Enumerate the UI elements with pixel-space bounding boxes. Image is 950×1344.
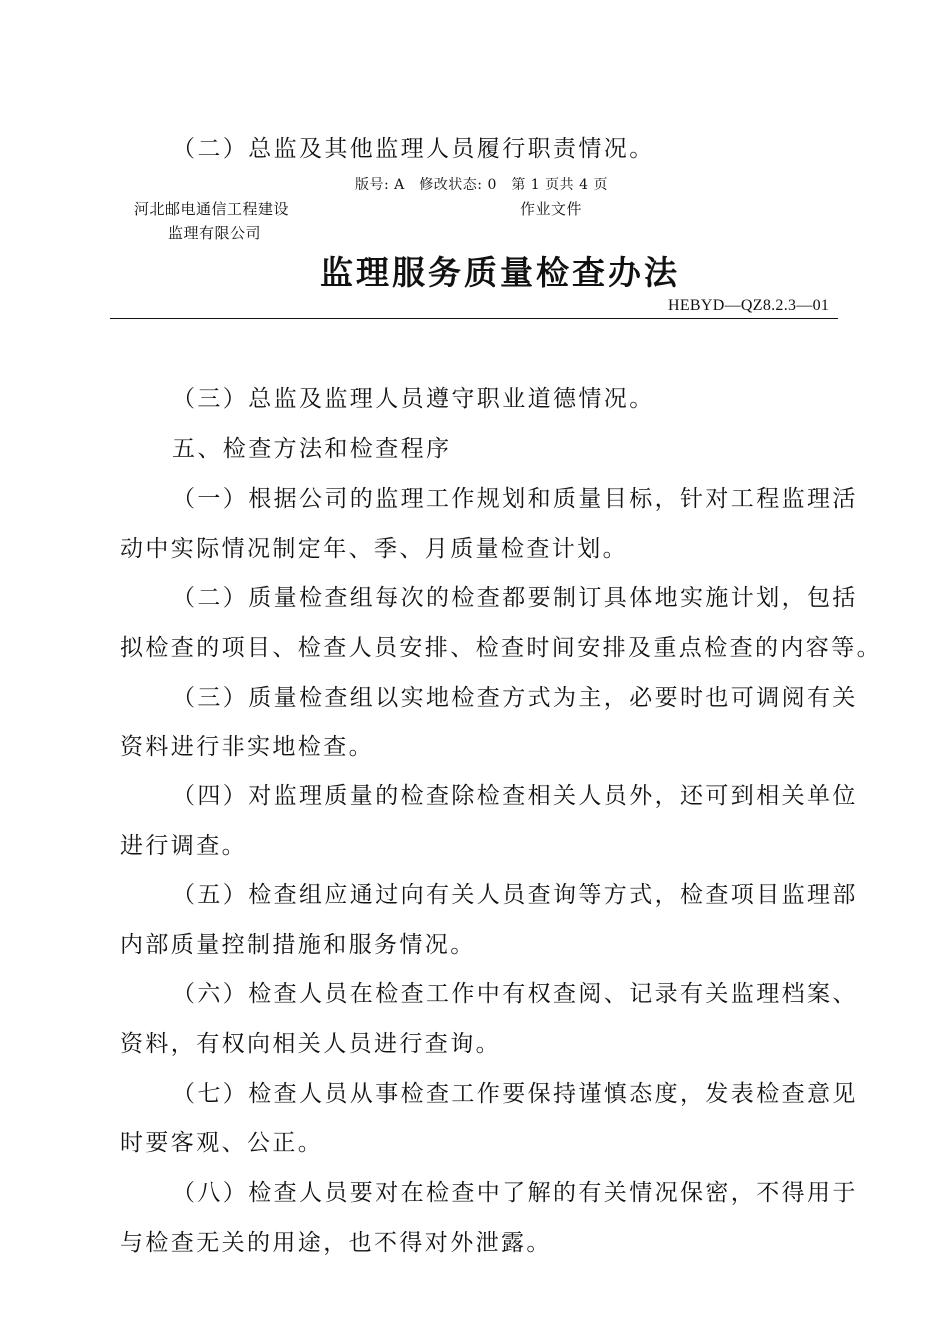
item-5-line-1: （五）检查组应通过向有关人员查询等方式，检查项目监理部 <box>172 882 858 908</box>
item-3-line-2: 资料进行非实地检查。 <box>120 734 374 760</box>
item-6-line-1: （六）检查人员在检查工作中有权查阅、记录有关监理档案、 <box>172 981 858 1007</box>
item-3-line-1: （三）质量检查组以实地检查方式为主，必要时也可调阅有关 <box>172 685 858 711</box>
top-continuation-line: （二）总监及其他监理人员履行职责情况。 <box>172 136 655 162</box>
item-1-line-1: （一）根据公司的监理工作规划和质量目标，针对工程监理活 <box>172 486 858 512</box>
document-type: 作业文件 <box>520 200 583 218</box>
item-7-line-2: 时要客观、公正。 <box>120 1130 324 1156</box>
section-heading-5: 五、检查方法和检查程序 <box>172 436 452 462</box>
item-8-line-1: （八）检查人员要对在检查中了解的有关情况保密，不得用于 <box>172 1180 858 1206</box>
item-5-line-2: 内部质量控制措施和服务情况。 <box>120 932 476 958</box>
company-name-line2: 监理有限公司 <box>168 224 262 242</box>
item-1-line-2: 动中实际情况制定年、季、月质量检查计划。 <box>120 536 628 562</box>
item-2-line-1: （二）质量检查组每次的检查都要制订具体地实施计划，包括 <box>172 585 858 611</box>
item-6-line-2: 资料，有权向相关人员进行查询。 <box>120 1031 501 1057</box>
item-4-line-2: 进行调查。 <box>120 833 247 859</box>
document-number: HEBYD—QZ8.2.3—01 <box>668 297 830 314</box>
header-divider <box>110 318 838 319</box>
paragraph-item-3-ethics: （三）总监及监理人员遵守职业道德情况。 <box>172 386 655 412</box>
company-name-line1: 河北邮电通信工程建设 <box>134 200 290 218</box>
item-7-line-1: （七）检查人员从事检查工作要保持谨慎态度，发表检查意见 <box>172 1081 858 1107</box>
version-info: 版号: A 修改状态: 0 第 1 页共 4 页 <box>355 177 608 193</box>
document-title: 监理服务质量检查办法 <box>320 253 680 292</box>
item-8-line-2: 与检查无关的用途，也不得对外泄露。 <box>120 1230 552 1256</box>
item-2-line-2: 拟检查的项目、检查人员安排、检查时间安排及重点检查的内容等。 <box>120 635 882 661</box>
item-4-line-1: （四）对监理质量的检查除检查相关人员外，还可到相关单位 <box>172 783 858 809</box>
